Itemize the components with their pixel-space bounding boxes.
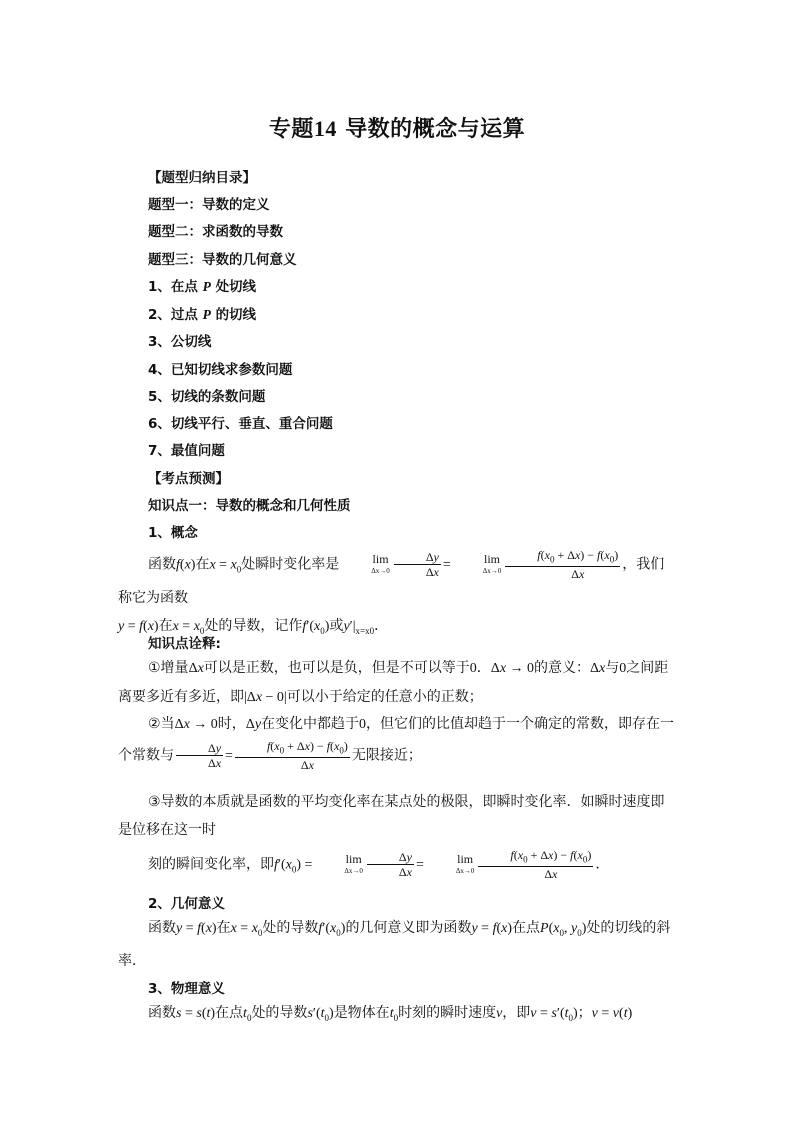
knowledge-heading: 知识点一：导数的概念和几何性质	[148, 498, 351, 514]
title-prefix: 专题	[268, 117, 314, 142]
title-rest: 导数的概念与运算	[345, 117, 526, 142]
toc-item: 4、已知切线求参数问题	[148, 362, 293, 378]
geo-paragraph: 函数y = f(x)在$x = x_0$处的导数$f'(x_0)$的几何意义即为函数y = f(x)在点$P(x_0$, $y_0$)处的切线的斜率．	[118, 920, 671, 969]
toc-item: 题型一：导数的定义	[148, 197, 270, 213]
point-2: ②当Δx → 0时，Δy在变化中都趋于0，但它们的比值却趋于一个确定的常数，即存在一个常数与 $\frac{\Delta y}{\Delta x}$ = $\frac{f(x_0 + \Delta x) - f(x_0)}{\Delta x}$ 无限接近；	[118, 716, 675, 773]
toc-item: 5、切线的条数问题	[148, 389, 266, 405]
title-number: 14	[313, 116, 337, 141]
phys-heading: 3、物理意义	[148, 981, 225, 997]
toc-item: 1、在点 P 处切线	[148, 279, 257, 295]
toc-item: 7、最值问题	[148, 443, 225, 459]
toc-item: 6、切线平行、垂直、重合问题	[148, 416, 333, 432]
toc-item: 题型二：求函数的导数	[148, 224, 283, 240]
geo-heading: 2、几何意义	[148, 896, 225, 912]
point-3: ③导数的本质就是函数的平均变化率在某点处的极限，即瞬时变化率．如瞬时速度即是位移在这一时	[118, 794, 665, 838]
forecast-heading: 【考点预测】	[148, 471, 229, 487]
concept-heading: 1、概念	[148, 525, 198, 541]
concept-paragraph: 函数f(x)在$x = x_0$处瞬时变化率是 lim Δx→0 $\frac{\Delta y}{\Delta x}$ = lim Δx→0 $\frac{f(x_0 + \Delta x) - f(x_0)}{\Delta x}$ ，我们称它为函数 y = f(x)在$x = x_0$处的导数，记作$f'(x_0)$或$y'|_{x=x0}$．	[118, 548, 665, 636]
point-3-continued: 刻的瞬间变化率，即$f'(x_0)$ = lim Δx→0 $\frac{\Delta y}{\Delta x}$ = lim Δx→0 $\frac{f(x_0 + \Delta x) - f(x_0)}{\Delta x}$ ．	[148, 848, 610, 882]
page-title	[0, 112, 794, 143]
toc-item: 题型三：导数的几何意义	[148, 252, 297, 268]
toc-item: 2、过点 P 的切线	[148, 307, 257, 323]
point-1: ①增量Δx可以是正数，也可以是负，但是不可以等于0．Δx → 0的意义：Δx与0之间距离要多近有多近，即|Δx − 0|可以小于给定的任意小的正数；	[118, 660, 669, 705]
phys-paragraph: 函数s = s(t)在点$t_0$处的导数$s'(t_0)$是物体在$t_0$时刻的瞬时速度v，即$v = s'(t_0)$；v = v(t)	[148, 1005, 633, 1023]
toc-item: 3、公切线	[148, 334, 212, 350]
toc-heading: 【题型归纳目录】	[148, 170, 256, 186]
explain-heading: 知识点诠释:	[148, 636, 221, 652]
